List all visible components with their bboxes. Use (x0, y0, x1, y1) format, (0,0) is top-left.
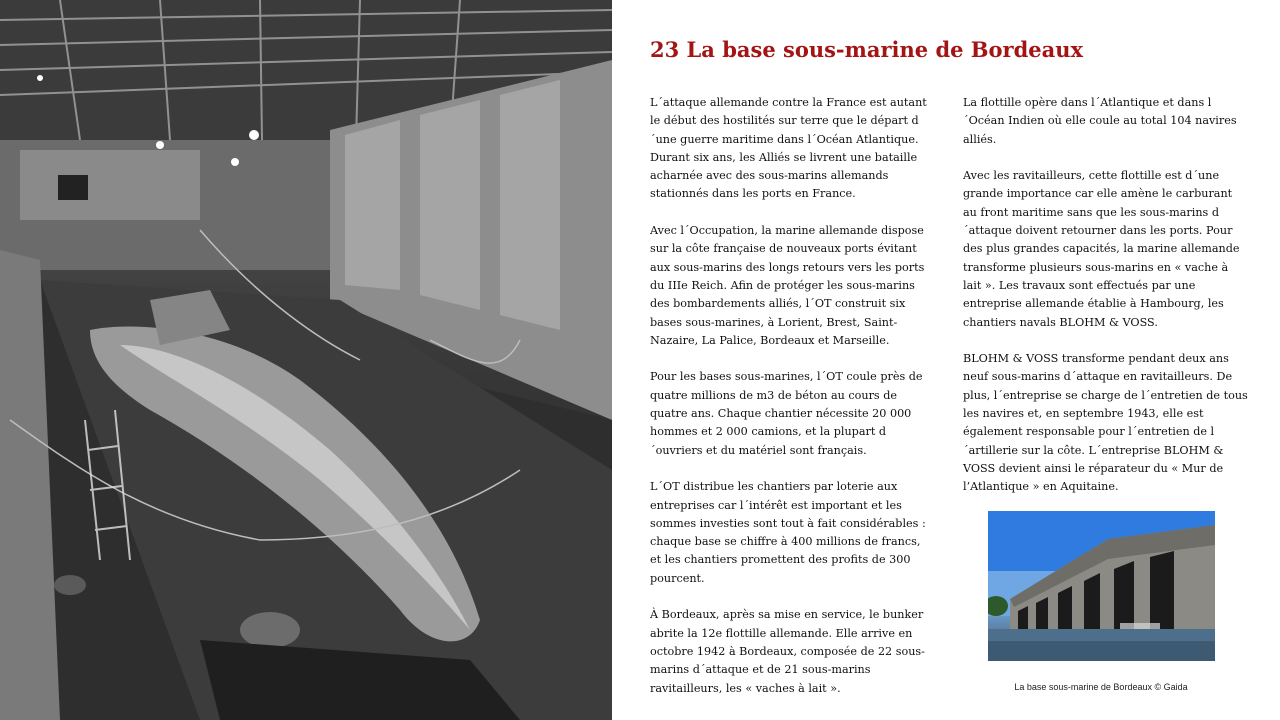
text-column-right (963, 94, 1248, 515)
text-column-left (650, 94, 932, 716)
paragraph: L´attaque allemande contre la France est autant le début des hostilités sur terre que le départ d´une guerre maritime dans l´Océan Atlantique. Durant six ans, les Alliés se livrent une bataille acharnée avec des sous-marins allemands stationnés dans les ports en France. (650, 96, 927, 201)
submarine-drydock-photo (0, 0, 612, 720)
paragraph: Avec l´Occupation, la marine allemande dispose sur la côte française de nouveaux ports évitant aux sous-marins des longs retours vers les ports du IIIe Reich. Afin de protéger les sous-marins des bombardements alliés, l´OT construit six bases sous-marines, à Lorient, Brest, Saint-Nazaire, La Palice, Bordeaux et Marseille. (650, 224, 925, 347)
bunker-photo (988, 511, 1215, 661)
bunker-illustration (988, 511, 1215, 661)
paragraph: L´OT distribue les chantiers par loterie aux entreprises car l´intérêt est important et les sommes investies sont tout à fait considérables : chaque base se chiffre à 400 millions de francs, et les chantiers promettent des profits de 300 pourcent. (650, 480, 926, 585)
paragraph: BLOHM & VOSS transforme pendant deux ans neuf sous-marins d´attaque en ravitailleurs. De plus, l´entreprise se charge de l´entretien de tous les navires et, en septembre 1943, elle est également responsable pour l´entretien de l´artillerie sur la côte. L´entreprise BLOHM & VOSS devient ainsi le réparateur du « Mur de l’Atlantique » en Aquitaine. (963, 352, 1248, 494)
paragraph: À Bordeaux, après sa mise en service, le bunker abrite la 12e flottille allemande. Elle arrive en octobre 1942 à Bordeaux, composée de 22 sous-marins d´attaque et de 21 sous-marins ravitailleurs, les « vaches à lait ». (650, 608, 925, 695)
page-title: 23 La base sous-marine de Bordeaux (650, 37, 1084, 62)
paragraph: La flottille opère dans l´Atlantique et dans l´Océan Indien où elle coule au total 104 navires alliés. (963, 96, 1237, 146)
paragraph: Avec les ravitailleurs, cette flottille est d´une grande importance car elle amène le carburant au front maritime sans que les sous-marins d´attaque doivent retourner dans les ports. Pour des plus grandes capacités, la marine allemande transforme plusieurs sous-marins en « vache à lait ». Les travaux sont effectués par une entreprise allemande établie à Hambourg, les chantiers navals BLOHM & VOSS. (963, 169, 1240, 329)
photo-caption: La base sous-marine de Bordeaux © Gaida (1014, 682, 1188, 692)
submarine-drydock-illustration (0, 0, 612, 720)
paragraph: Pour les bases sous-marines, l´OT coule près de quatre millions de m3 de béton au cours de quatre ans. Chaque chantier nécessite 20 000 hommes et 2 000 camions, et la plupart d´ouvriers et du matériel sont français. (650, 370, 923, 457)
